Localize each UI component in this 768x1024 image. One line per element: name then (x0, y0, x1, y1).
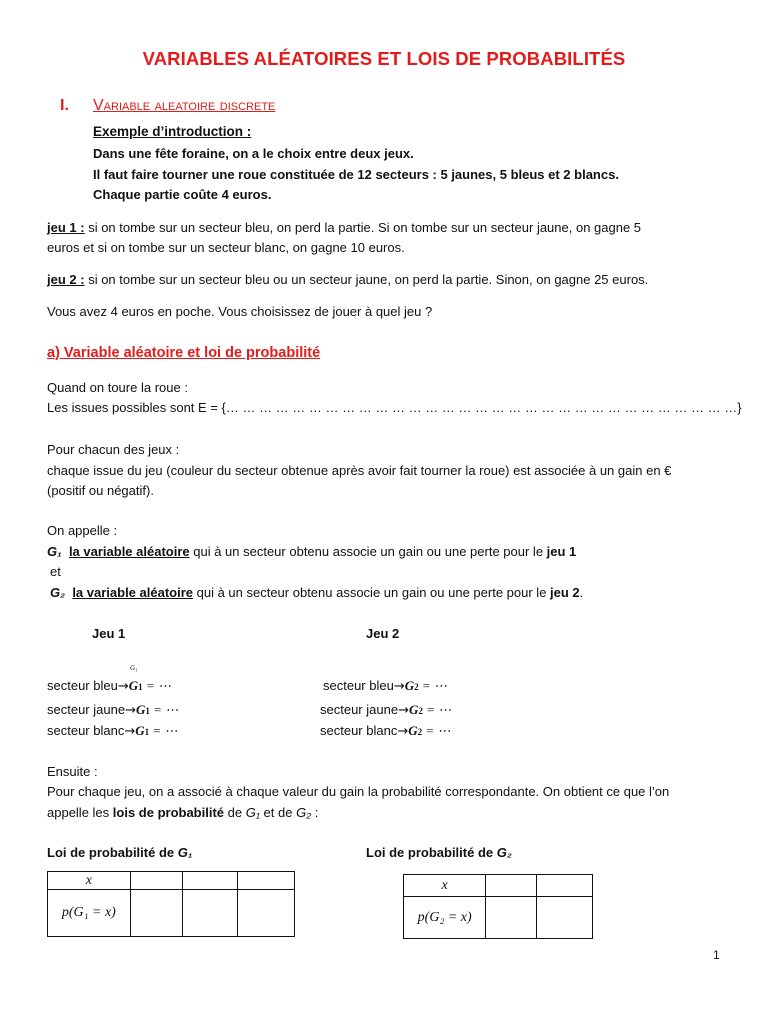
g1-bold: la variable aléatoire (68, 544, 190, 559)
intro-line-3: Chaque partie coûte 4 euros. (93, 187, 272, 202)
mapping-var: G (135, 702, 146, 717)
arrow-icon: → (397, 724, 409, 739)
ensuite-bold: lois de probabilité (112, 805, 225, 820)
jeu1-label: jeu 1 : (47, 220, 85, 235)
mapping-label: secteur blanc (320, 723, 398, 738)
page-number: 1 (713, 948, 720, 962)
g1-text: qui à un secteur obtenu associe un gain ou une perte pour le (189, 544, 547, 559)
g2-bold: la variable aléatoire (72, 585, 193, 600)
mapping-sub: 1 (145, 706, 150, 716)
mapping-sub: 2 (417, 727, 423, 737)
jeux-line-1: Pour chacun des jeux : (47, 442, 180, 457)
mapping-var: G (135, 723, 145, 738)
mapping-value: = ⋯ (142, 678, 171, 693)
table-cell-empty[interactable] (486, 875, 536, 897)
mapping-label: secteur bleu (47, 678, 118, 693)
mapping-label: secteur bleu (323, 678, 394, 693)
roue-line-2: Les issues possibles sont E = {… … … … … … … … … … … … … … … … … … … … … … … … … … … … … … …} (47, 400, 742, 415)
intro-line-2: Il faut faire tourner une roue constituée de 12 secteurs : 5 jaunes, 5 bleus et 2 blancs. (93, 167, 619, 182)
mapping-label: secteur jaune (320, 702, 399, 717)
page-title: VARIABLES ALÉATOIRES ET LOIS DE PROBABILITÉS (142, 48, 626, 69)
ensuite-text-a: appelle les (47, 805, 113, 820)
jeu2-label: jeu 2 : (47, 272, 85, 287)
table-cell-empty[interactable] (130, 890, 183, 937)
g1-jeu: jeu 1 (546, 544, 577, 559)
mapping-value: = ⋯ (149, 723, 178, 738)
et-word: et (50, 564, 61, 579)
g2-definition (50, 585, 583, 600)
g2-period: . (579, 585, 584, 600)
mapping-row-jeu1 (47, 723, 177, 739)
arrow-icon: → (398, 703, 409, 718)
table-cell-empty[interactable] (536, 875, 592, 897)
jeu1-text-b: euros et si on tombe sur un secteur blanc, on gagne 10 euros. (47, 240, 405, 255)
ensuite-text-d: : (311, 805, 319, 820)
appelle-intro: On appelle : (47, 523, 118, 538)
mapping-var: G (128, 678, 139, 693)
mapping-value: = ⋯ (149, 702, 179, 717)
table-cell-prob: p(G₁ = x) (48, 890, 131, 937)
table-row (404, 897, 593, 939)
jeux-line-2: chaque issue du jeu (couleur du secteur obtenue après avoir fait tourner la roue) est associée à un gain en € (47, 463, 672, 478)
g1-symbol: G₁ (47, 544, 62, 559)
table-row (48, 890, 295, 937)
g1-small-label: G₁ (130, 664, 138, 672)
ensuite-g2: G₂ (296, 805, 312, 820)
ensuite-line-3 (47, 805, 318, 820)
arrow-icon: → (124, 724, 136, 739)
g2-text: qui à un secteur obtenu associe un gain ou une perte pour le (193, 585, 551, 600)
mapping-row-jeu2 (323, 678, 447, 694)
mapping-label: secteur blanc (47, 723, 125, 738)
table-cell-empty[interactable] (486, 897, 536, 939)
jeux-line-3: (positif ou négatif). (47, 483, 154, 498)
arrow-icon: → (393, 679, 405, 694)
intro-line-1: Dans une fête foraine, on a le choix entre deux jeux. (93, 146, 414, 161)
table-cell-x: x (404, 875, 486, 897)
table-cell-empty[interactable] (536, 897, 592, 939)
mapping-row-jeu2 (320, 702, 451, 718)
ensuite-line-1: Ensuite : (47, 764, 98, 779)
loi2-heading (366, 845, 512, 860)
ensuite-text-c: et de (259, 805, 297, 820)
arrow-icon: → (117, 679, 129, 694)
table-cell-empty[interactable] (130, 872, 183, 890)
jeu2-header: Jeu 2 (366, 626, 400, 641)
table-row (48, 872, 295, 890)
loi1-var: G₁ (177, 845, 193, 860)
mapping-sub: 2 (418, 706, 423, 716)
g2-jeu: jeu 2 (550, 585, 580, 600)
loi2-heading-text: Loi de probabilité de (366, 845, 497, 860)
jeu2-text: si on tombe sur un secteur bleu ou un secteur jaune, on perd la partie. Sinon, on gagne 25 euros. (84, 272, 649, 287)
g1-definition (47, 544, 576, 559)
ensuite-text-b: de (224, 805, 246, 820)
table-cell-empty[interactable] (238, 890, 295, 937)
loi1-heading (47, 845, 192, 860)
table-cell-x: x (48, 872, 131, 890)
mapping-label: secteur jaune (47, 702, 126, 717)
mapping-sub: 1 (138, 682, 143, 692)
mapping-row-jeu1 (47, 702, 178, 718)
section-number: I. (60, 97, 69, 114)
table-cell-prob: p(G₂ = x) (404, 897, 486, 939)
mapping-var: G (404, 678, 415, 693)
mapping-value: = ⋯ (422, 723, 451, 738)
arrow-icon: → (125, 703, 136, 718)
jeu1-paragraph (47, 220, 641, 235)
mapping-value: = ⋯ (418, 678, 447, 693)
loi1-table (47, 871, 295, 937)
roue-line-1: Quand on toure la roue : (47, 380, 188, 395)
ensuite-line-2: Pour chaque jeu, on a associé à chaque valeur du gain la probabilité correspondante. On obtient ce que l’on (47, 784, 670, 799)
table-cell-empty[interactable] (238, 872, 295, 890)
loi1-heading-text: Loi de probabilité de (47, 845, 178, 860)
section-title: Variable aleatoire discrete (93, 97, 276, 114)
jeu1-header: Jeu 1 (92, 626, 126, 641)
table-row (404, 875, 593, 897)
question-text: Vous avez 4 euros en poche. Vous choisissez de jouer à quel jeu ? (47, 304, 433, 319)
intro-heading: Exemple d’introduction : (93, 124, 252, 139)
ensuite-g1: G₁ (245, 805, 260, 820)
g2-symbol: G₂ (50, 585, 66, 600)
jeu2-paragraph (47, 272, 648, 287)
jeu1-text-a: si on tombe sur un secteur bleu, on perd la partie. Si on tombe sur un secteur jaune, on gagne 5 (84, 220, 642, 235)
mapping-var: G (408, 702, 419, 717)
subsection-a-title: a) Variable aléatoire et loi de probabilité (47, 345, 321, 361)
mapping-row-jeu2 (320, 723, 450, 739)
table-cell-empty[interactable] (183, 890, 238, 937)
loi2-table (403, 874, 593, 939)
mapping-var: G (408, 723, 418, 738)
loi2-var: G₂ (496, 845, 512, 860)
mapping-value: = ⋯ (422, 702, 452, 717)
table-cell-empty[interactable] (183, 872, 238, 890)
mapping-sub: 2 (414, 682, 419, 692)
mapping-row-jeu1 (47, 678, 171, 694)
mapping-sub: 1 (144, 727, 150, 737)
